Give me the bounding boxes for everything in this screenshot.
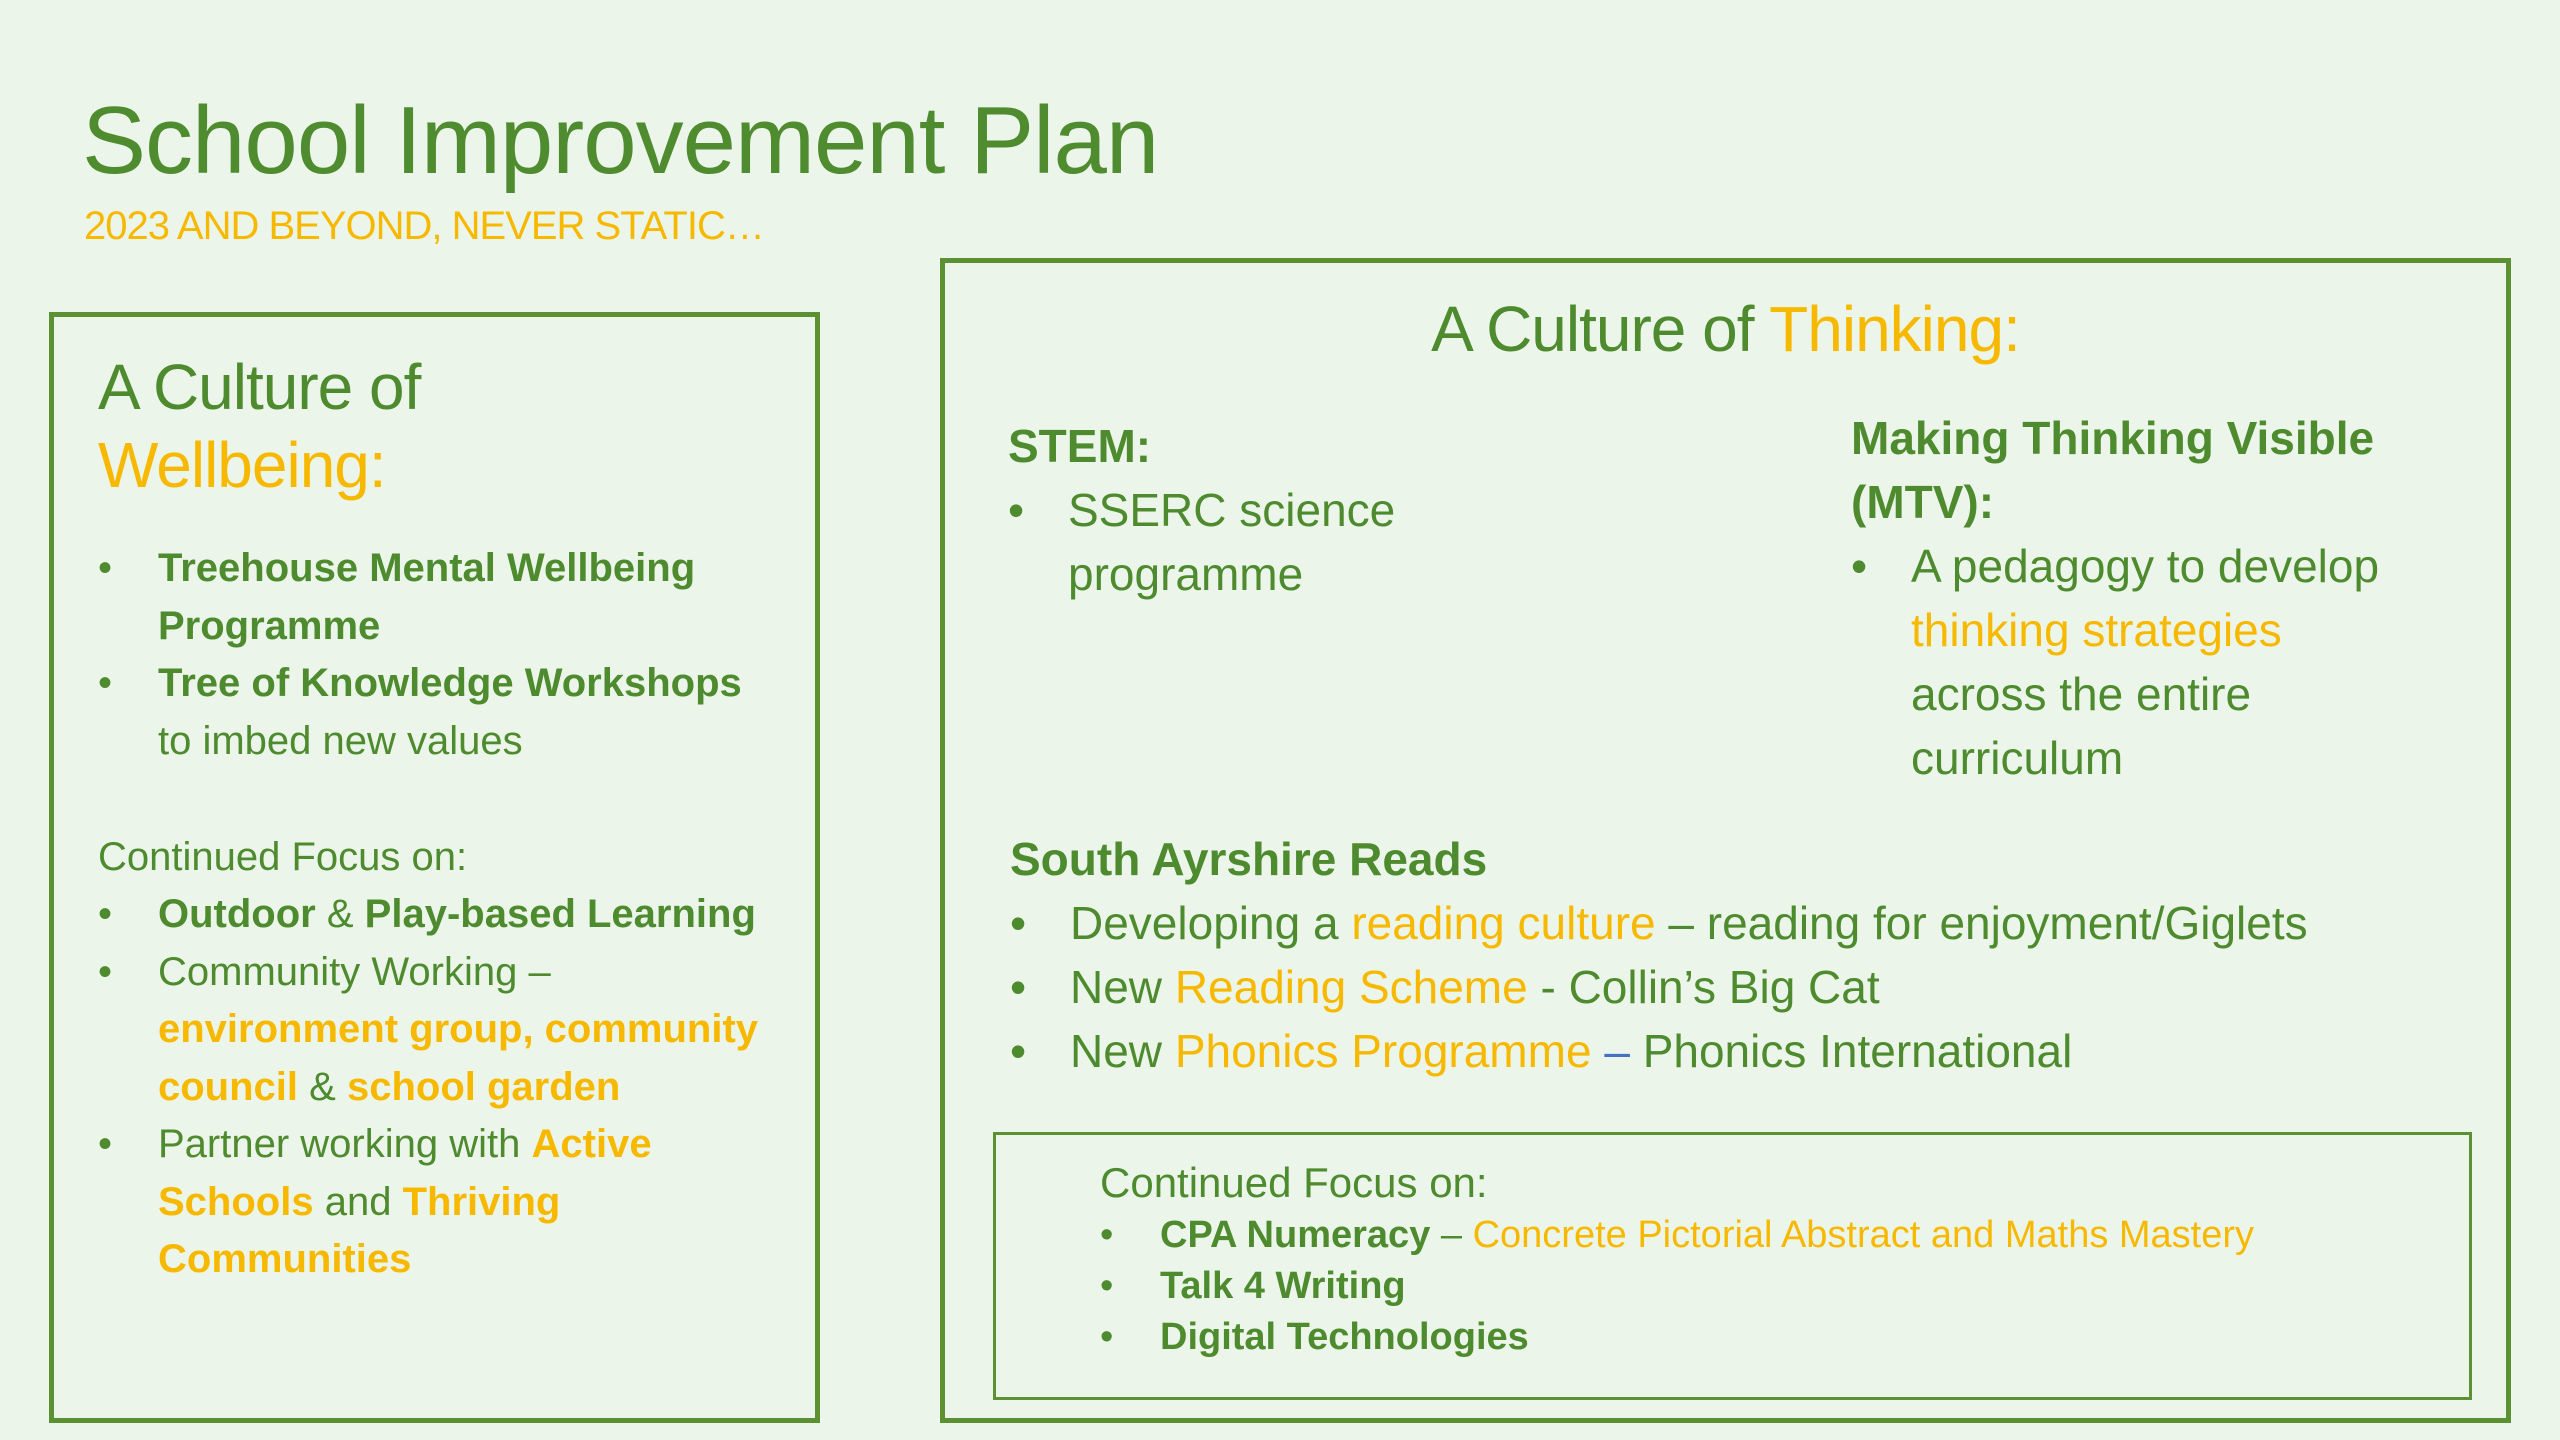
list-item: [98, 886, 798, 944]
list-item: [98, 540, 798, 655]
list-item: [1008, 478, 1508, 606]
wellbeing-heading-highlight: Wellbeing:: [98, 429, 386, 501]
list-item: [98, 655, 798, 770]
partner-text: Partner working with: [158, 1122, 521, 1166]
reads-item-dash: –: [1604, 1025, 1630, 1077]
list-item: [1010, 1019, 2490, 1083]
reads-item-post: - Collin’s Big Cat: [1540, 961, 1880, 1013]
tree-of-knowledge-item: Tree of Knowledge Workshops: [158, 661, 742, 705]
list-item: [1010, 891, 2490, 955]
sserc-item: SSERC science programme: [1068, 484, 1396, 600]
page-title: School Improvement Plan: [82, 87, 1159, 194]
digital-technologies-text: Digital Technologies: [1160, 1316, 1529, 1358]
thriving-communities-text: Thriving Communities: [158, 1179, 561, 1281]
outdoor-text: Outdoor: [158, 892, 316, 936]
cpa-numeracy-text: CPA Numeracy: [1160, 1214, 1431, 1256]
thinking-heading: [940, 290, 2511, 368]
continued-focus-label: Continued Focus on:: [1100, 1159, 1488, 1206]
stem-label: STEM:: [1008, 420, 1152, 472]
mtv-item-post: across the entire curriculum: [1911, 668, 2252, 784]
reads-list: [1010, 891, 2490, 1083]
reads-label: South Ayrshire Reads: [1010, 833, 1488, 885]
continued-focus-list: [1100, 1210, 2460, 1363]
list-item: [1100, 1210, 2460, 1261]
list-item: [1100, 1312, 2460, 1363]
thinking-heading-prefix: A Culture of: [1431, 293, 1754, 365]
list-item: [1010, 955, 2490, 1019]
reads-item-pre: New: [1070, 961, 1163, 1013]
reads-item-highlight: Phonics Programme: [1174, 1025, 1592, 1077]
tree-of-knowledge-detail: to imbed new values: [158, 718, 523, 763]
list-item: [98, 1116, 798, 1289]
community-working-text: Community Working –: [158, 949, 551, 994]
reads-item-pre: Developing a: [1070, 897, 1339, 949]
page-subtitle: 2023 AND BEYOND, NEVER STATIC…: [84, 204, 764, 248]
outdoor-amp: &: [326, 892, 354, 936]
mtv-list: [1851, 534, 2471, 790]
mtv-item-highlight: thinking strategies: [1911, 604, 2282, 656]
community-groups-text: environment group, community council: [158, 1007, 759, 1109]
wellbeing-continued-label: Continued Focus on:: [98, 835, 468, 879]
play-based-text: Play-based Learning: [364, 892, 756, 936]
school-garden-text: school garden: [346, 1064, 621, 1109]
wellbeing-heading: [98, 348, 778, 504]
reads-item-highlight: reading culture: [1351, 897, 1656, 949]
mtv-item-pre: A pedagogy to develop: [1911, 540, 2380, 592]
list-item: [1100, 1261, 2460, 1312]
cpa-separator: –: [1440, 1214, 1463, 1256]
reads-item-post: – reading for enjoyment/Giglets: [1668, 897, 2308, 949]
treehouse-item: Treehouse Mental Wellbeing Programme: [158, 546, 696, 648]
wellbeing-list: [98, 540, 798, 770]
stem-list: [1008, 478, 1508, 606]
reads-item-highlight: Reading Scheme: [1174, 961, 1528, 1013]
reads-item-pre: New: [1070, 1025, 1163, 1077]
reads-item-post: Phonics International: [1642, 1025, 2073, 1077]
mtv-label: Making Thinking Visible (MTV):: [1851, 412, 2375, 528]
thinking-heading-highlight: Thinking:: [1769, 293, 2020, 365]
talk-4-writing-text: Talk 4 Writing: [1160, 1265, 1406, 1307]
active-schools-text: Active Schools: [158, 1122, 652, 1224]
cpa-detail-text: Concrete Pictorial Abstract and Maths Mastery: [1472, 1214, 2255, 1256]
list-item: [1851, 534, 2471, 790]
community-amp: &: [309, 1064, 336, 1109]
wellbeing-heading-prefix: A Culture of: [98, 351, 421, 423]
list-item: [98, 944, 798, 1117]
wellbeing-continued-list: [98, 886, 798, 1289]
partner-and: and: [324, 1179, 392, 1224]
